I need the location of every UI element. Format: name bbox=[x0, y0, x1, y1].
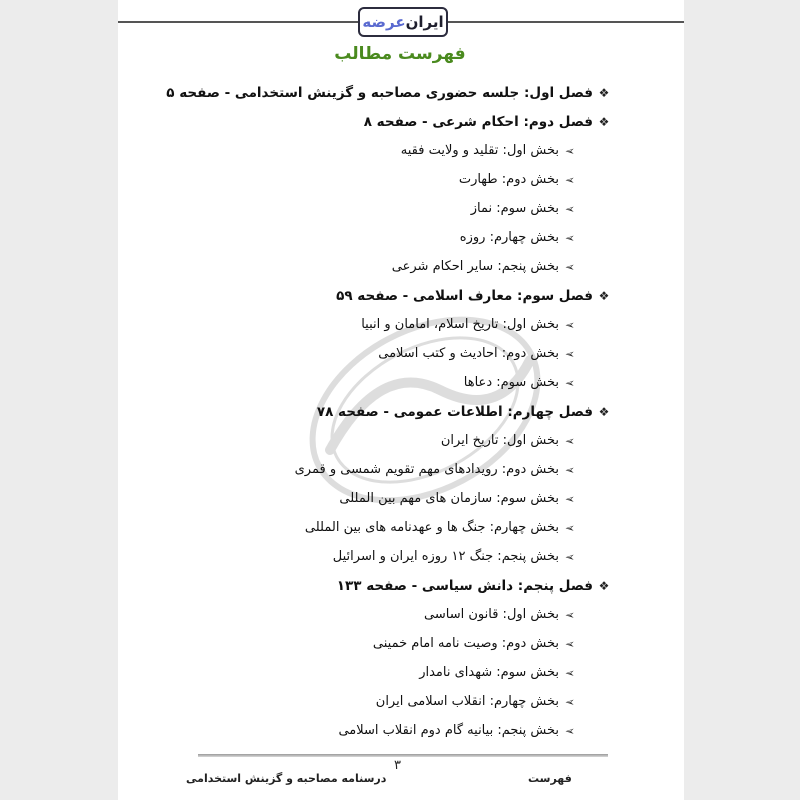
toc-section-item bbox=[166, 629, 615, 658]
toc-section-item bbox=[166, 252, 615, 281]
chevron-bullet-icon: ➢ bbox=[564, 723, 576, 738]
toc-chapter-item bbox=[166, 571, 615, 600]
toc-item-text: بخش دوم: احادیث و کتب اسلامی bbox=[378, 346, 559, 361]
toc-item-text: فصل اول: جلسه حضوری مصاحبه و گزینش استخدامی - صفحه ۵ bbox=[166, 84, 593, 101]
chevron-bullet-icon: ➢ bbox=[564, 230, 576, 245]
chevron-bullet-icon: ➢ bbox=[564, 433, 576, 448]
chevron-bullet-icon: ➢ bbox=[564, 491, 576, 506]
toc-item-text: بخش چهارم: روزه bbox=[459, 230, 559, 245]
toc-item-text: فصل چهارم: اطلاعات عمومی - صفحه ۷۸ bbox=[316, 403, 593, 420]
toc-section-item bbox=[166, 368, 615, 397]
toc-section-item bbox=[166, 484, 615, 513]
toc-item-text: فصل پنجم: دانش سیاسی - صفحه ۱۳۳ bbox=[336, 577, 593, 594]
toc-item-text: بخش اول: تاریخ اسلام، امامان و انبیا bbox=[361, 317, 559, 332]
table-of-contents bbox=[166, 78, 615, 745]
toc-section-item bbox=[166, 194, 615, 223]
chevron-bullet-icon: ➢ bbox=[564, 636, 576, 651]
toc-item-text: بخش اول: تاریخ ایران bbox=[440, 433, 559, 448]
toc-section-item bbox=[166, 223, 615, 252]
chevron-bullet-icon: ➢ bbox=[564, 665, 576, 680]
toc-item-text: بخش پنجم: سایر احکام شرعی bbox=[391, 259, 559, 274]
footer-book-title: درسنامه مصاحبه و گزینش استخدامی bbox=[186, 772, 387, 785]
toc-chapter-item bbox=[166, 397, 615, 426]
toc-section-item bbox=[166, 339, 615, 368]
toc-section-item bbox=[166, 426, 615, 455]
toc-item-text: بخش دوم: طهارت bbox=[458, 172, 559, 187]
toc-item-text: بخش پنجم: بیانیه گام دوم انقلاب اسلامی bbox=[338, 723, 559, 738]
chevron-bullet-icon: ➢ bbox=[564, 549, 576, 564]
chevron-bullet-icon: ➢ bbox=[564, 201, 576, 216]
toc-item-text: بخش سوم: دعاها bbox=[463, 375, 559, 390]
page-number: ۳ bbox=[394, 758, 401, 773]
logo-text-main: ایران bbox=[405, 13, 444, 31]
chevron-bullet-icon: ➢ bbox=[564, 694, 576, 709]
toc-item-text: بخش پنجم: جنگ ۱۲ روزه ایران و اسرائیل bbox=[332, 549, 559, 564]
diamond-bullet-icon: ❖ bbox=[598, 404, 610, 419]
header-rule-left bbox=[118, 21, 358, 23]
page-title: فهرست مطالب bbox=[334, 44, 466, 64]
chevron-bullet-icon: ➢ bbox=[564, 143, 576, 158]
toc-section-item bbox=[166, 716, 615, 745]
chevron-bullet-icon: ➢ bbox=[564, 346, 576, 361]
chevron-bullet-icon: ➢ bbox=[564, 607, 576, 622]
toc-section-item bbox=[166, 513, 615, 542]
chevron-bullet-icon: ➢ bbox=[564, 462, 576, 477]
toc-section-item bbox=[166, 600, 615, 629]
chevron-bullet-icon: ➢ bbox=[564, 317, 576, 332]
toc-section-item bbox=[166, 455, 615, 484]
logo-text-accent: عرضه bbox=[362, 13, 406, 31]
toc-chapter-item bbox=[166, 281, 615, 310]
toc-item-text: بخش سوم: نماز bbox=[470, 201, 559, 216]
toc-chapter-item bbox=[166, 78, 615, 107]
footer-rule bbox=[198, 754, 608, 757]
toc-item-text: بخش دوم: رویدادهای مهم تقویم شمسی و قمری bbox=[294, 462, 559, 477]
diamond-bullet-icon: ❖ bbox=[598, 85, 610, 100]
toc-chapter-item bbox=[166, 107, 615, 136]
toc-section-item bbox=[166, 658, 615, 687]
toc-item-text: بخش چهارم: انقلاب اسلامی ایران bbox=[375, 694, 559, 709]
chevron-bullet-icon: ➢ bbox=[564, 172, 576, 187]
toc-section-item bbox=[166, 310, 615, 339]
toc-item-text: بخش سوم: سازمان های مهم بین المللی bbox=[339, 491, 559, 506]
toc-section-item bbox=[166, 165, 615, 194]
toc-item-text: بخش اول: قانون اساسی bbox=[424, 607, 559, 622]
header-rule-right bbox=[448, 21, 684, 23]
toc-item-text: فصل سوم: معارف اسلامی - صفحه ۵۹ bbox=[336, 287, 593, 304]
toc-item-text: بخش دوم: وصیت نامه امام خمینی bbox=[372, 636, 559, 651]
toc-section-item bbox=[166, 542, 615, 571]
toc-section-item bbox=[166, 136, 615, 165]
toc-item-text: بخش چهارم: جنگ ها و عهدنامه های بین المللی bbox=[304, 520, 559, 535]
toc-section-item bbox=[166, 687, 615, 716]
chevron-bullet-icon: ➢ bbox=[564, 520, 576, 535]
footer-section-name: فهرست bbox=[528, 772, 572, 785]
diamond-bullet-icon: ❖ bbox=[598, 114, 610, 129]
diamond-bullet-icon: ❖ bbox=[598, 578, 610, 593]
diamond-bullet-icon: ❖ bbox=[598, 288, 610, 303]
toc-item-text: بخش اول: تقلید و ولایت فقیه bbox=[400, 143, 559, 158]
brand-logo bbox=[358, 7, 448, 37]
chevron-bullet-icon: ➢ bbox=[564, 375, 576, 390]
toc-item-text: فصل دوم: احکام شرعی - صفحه ۸ bbox=[363, 113, 593, 130]
chevron-bullet-icon: ➢ bbox=[564, 259, 576, 274]
toc-item-text: بخش سوم: شهدای نامدار bbox=[419, 665, 559, 680]
